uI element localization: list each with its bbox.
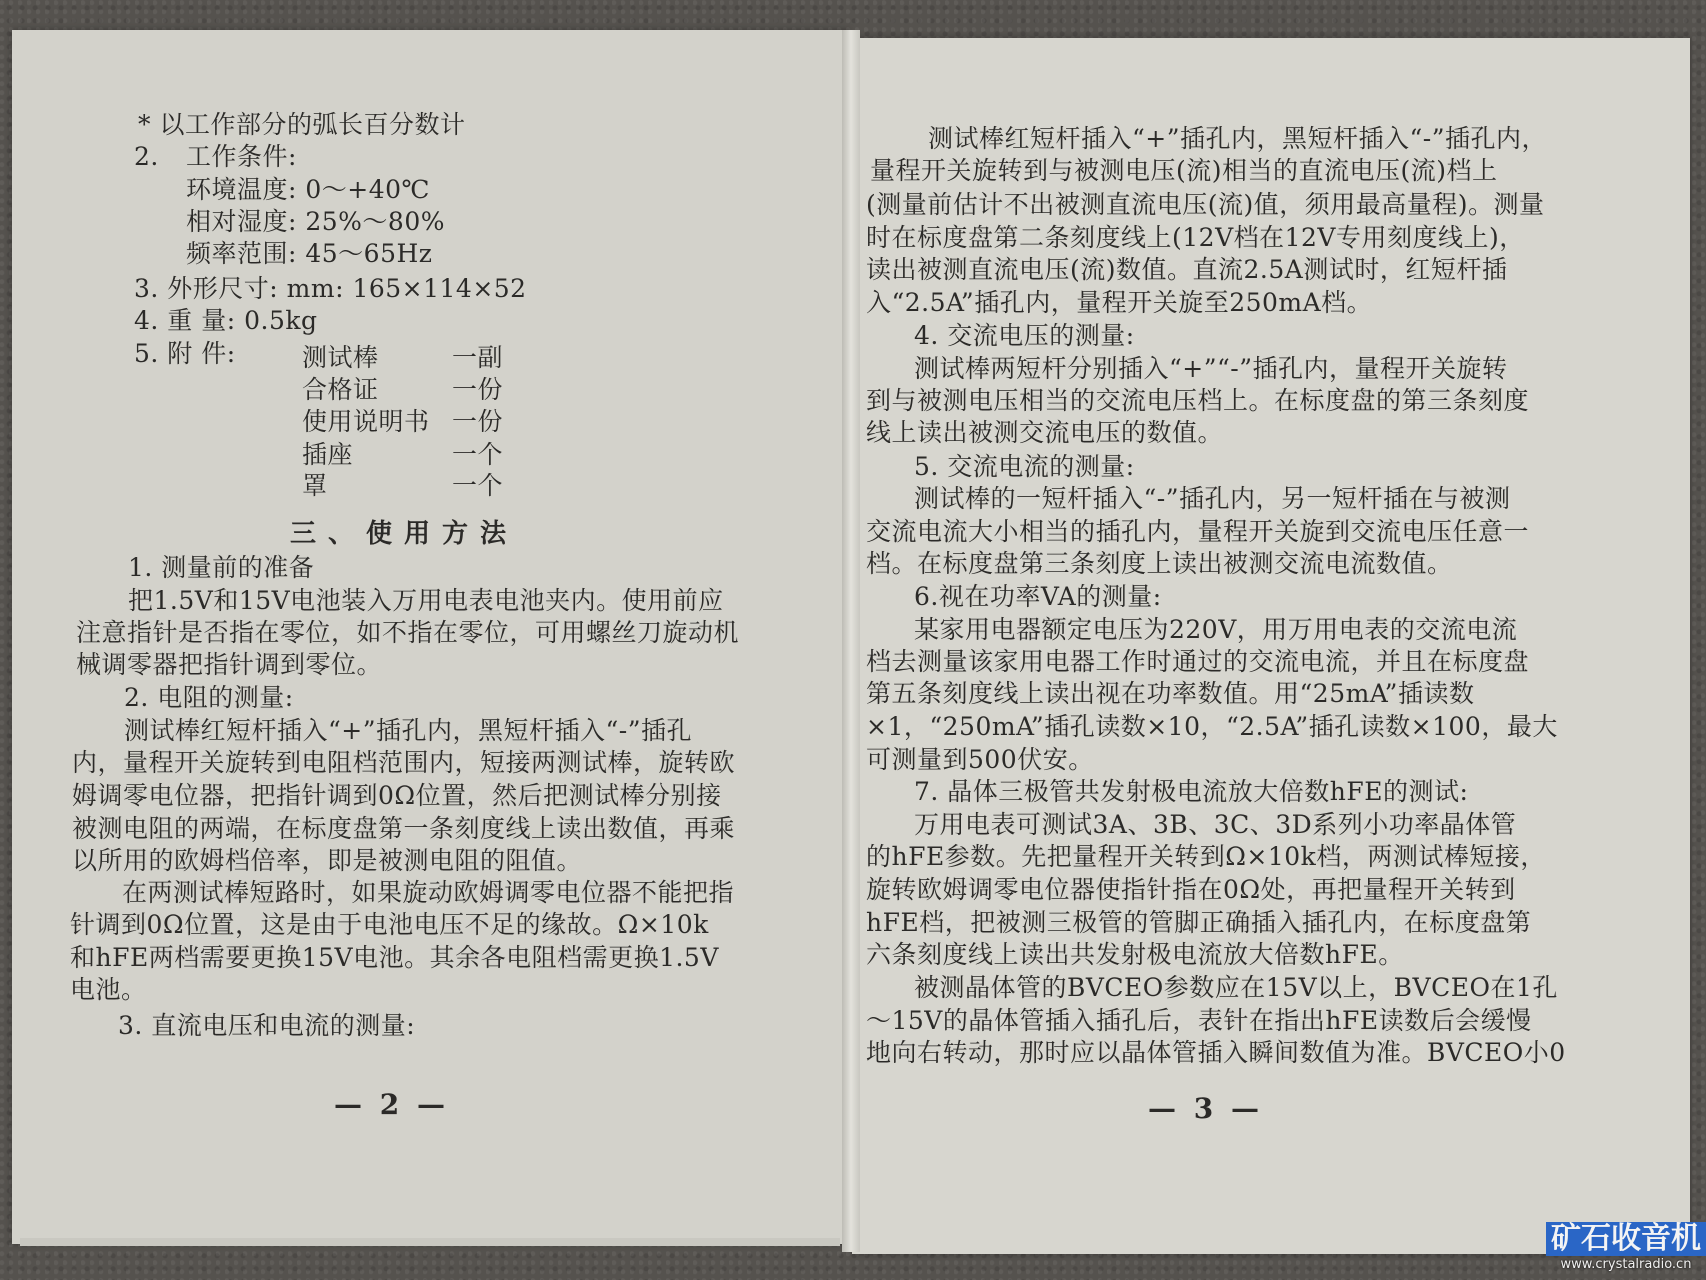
text-line: 可测量到500伏安。	[866, 745, 1094, 774]
accessory-name: 测试棒	[302, 343, 379, 372]
site-watermark	[1546, 1222, 1706, 1280]
item2-label: 工作条件:	[186, 142, 297, 171]
spec-note: * 以工作部分的弧长百分数计	[138, 110, 466, 139]
freq-range: 频率范围: 45～65Hz	[186, 239, 433, 268]
text-line: 内，量程开关旋转到电阻档范围内，短接两测试棒，旋转欧	[72, 748, 736, 777]
accessory-name: 插座	[302, 440, 354, 469]
text-line: 某家用电器额定电压为220V，用万用电表的交流电流	[914, 615, 1518, 644]
text-line: 针调到0Ω位置，这是由于电池电压不足的缘故。Ω×10k	[70, 910, 709, 939]
accessory-qty: 一份	[452, 407, 504, 436]
watermark-url: www.crystalradio.cn	[1560, 1257, 1692, 1272]
section-heading: 三、使用方法	[290, 519, 519, 549]
text-line: 1. 测量前的准备	[128, 553, 315, 582]
accessory-name: 使用说明书	[302, 407, 430, 436]
text-line: (测量前估计不出被测直流电压(流)值，须用最高量程)。测量	[866, 190, 1545, 219]
text-line: 和hFE两档需要更换15V电池。其余各电阻档需更换1.5V	[70, 943, 719, 972]
text-line: 时在标度盘第二条刻度线上(12V档在12V专用刻度线上)，	[866, 223, 1525, 252]
text-line: 电池。	[70, 975, 147, 1004]
book-spine	[842, 30, 860, 1252]
accessory-name: 罩	[302, 471, 328, 500]
accessory-qty: 一个	[452, 440, 504, 469]
text-line: 测试棒红短杆插入“+”插孔内，黑短杆插入“-”插孔内，	[928, 124, 1548, 153]
text-line: 姆调零电位器，把指针调到0Ω位置，然后把测试棒分别接	[72, 781, 722, 810]
text-line: 被测晶体管的BVCEO参数应在15V以上，BVCEO在1孔	[914, 973, 1558, 1002]
text-line: 2. 电阻的测量:	[124, 683, 294, 712]
item2-number: 2.	[134, 142, 159, 171]
accessory-qty: 一副	[452, 343, 504, 372]
text-line: 的hFE参数。先把量程开关转到Ω×10k档，两测试棒短接，	[866, 842, 1546, 871]
text-line: 读出被测直流电压(流)数值。直流2.5A测试时，红短杆插	[866, 255, 1508, 284]
page-edge	[20, 1238, 840, 1246]
item4-weight: 4. 重 量: 0.5kg	[134, 306, 318, 335]
text-line: 地向右转动，那时应以晶体管插入瞬间数值为准。BVCEO小0	[866, 1038, 1566, 1067]
text-line: 交流电流大小相当的插孔内，量程开关旋到交流电压任意一	[866, 517, 1530, 546]
text-line: ～15V的晶体管插入插孔后，表针在指出hFE读数后会缓慢	[866, 1006, 1532, 1035]
text-line: 档去测量该家用电器工作时通过的交流电流，并且在标度盘	[866, 647, 1530, 676]
text-line: 5. 交流电流的测量:	[914, 452, 1135, 481]
text-line: 被测电阻的两端，在标度盘第一条刻度线上读出数值，再乘	[72, 814, 736, 843]
text-line: 测试棒的一短杆插入“-”插孔内，另一短杆插在与被测	[914, 484, 1511, 513]
text-line: ×1，“250mA”插孔读数×10，“2.5A”插孔读数×100，最大	[866, 712, 1558, 741]
text-line: 3. 直流电压和电流的测量:	[118, 1011, 416, 1040]
text-line: 线上读出被测交流电压的数值。	[866, 418, 1224, 447]
text-line: 旋转欧姆调零电位器使指针指在0Ω处，再把量程开关转到	[866, 875, 1516, 904]
text-line: 量程开关旋转到与被测电压(流)相当的直流电压(流)档上	[870, 156, 1498, 185]
text-line: 测试棒红短杆插入“+”插孔内，黑短杆插入“-”插孔	[124, 716, 693, 745]
text-line: 以所用的欧姆档倍率，即是被测电阻的阻值。	[72, 846, 583, 875]
text-line: 档。在标度盘第三条刻度上读出被测交流电流数值。	[866, 549, 1453, 578]
humidity: 相对湿度: 25%～80%	[186, 207, 446, 236]
item3-dimensions: 3. 外形尺寸: mm: 165×114×52	[134, 274, 527, 303]
text-line: 测试棒两短杆分别插入“+”“-”插孔内，量程开关旋转	[914, 354, 1508, 383]
text-line: 到与被测电压相当的交流电压档上。在标度盘的第三条刻度	[866, 386, 1530, 415]
item5-accessories: 5. 附 件:	[134, 339, 236, 368]
accessory-name: 合格证	[302, 375, 379, 404]
text-line: 第五条刻度线上读出视在功率数值。用“25mA”插读数	[866, 679, 1475, 708]
page-number: — 3 —	[1148, 1092, 1263, 1125]
accessory-qty: 一份	[452, 375, 504, 404]
text-line: hFE档，把被测三极管的管脚正确插入插孔内，在标度盘第	[866, 908, 1532, 937]
page-number: — 2 —	[334, 1088, 449, 1121]
watermark-logo: 矿石收音机	[1546, 1222, 1706, 1256]
text-line: 万用电表可测试3A、3B、3C、3D系列小功率晶体管	[914, 810, 1517, 839]
text-line: 入“2.5A”插孔内，量程开关旋至250mA档。	[866, 288, 1373, 317]
text-line: 在两测试棒短路时，如果旋动欧姆调零电位器不能把指	[122, 878, 735, 907]
text-line: 注意指针是否指在零位，如不指在零位，可用螺丝刀旋动机	[76, 618, 740, 647]
text-line: 4. 交流电压的测量:	[914, 321, 1135, 350]
right-page	[852, 38, 1690, 1254]
env-temp: 环境温度: 0～+40℃	[186, 175, 431, 204]
text-line: 7. 晶体三极管共发射极电流放大倍数hFE的测试:	[914, 777, 1469, 806]
text-line: 6.视在功率VA的测量:	[914, 582, 1162, 611]
accessory-qty: 一个	[452, 471, 504, 500]
text-line: 把1.5V和15V电池装入万用电表电池夹内。使用前应	[128, 586, 724, 615]
text-line: 六条刻度线上读出共发射极电流放大倍数hFE。	[866, 940, 1404, 969]
text-line: 械调零器把指针调到零位。	[76, 650, 383, 679]
